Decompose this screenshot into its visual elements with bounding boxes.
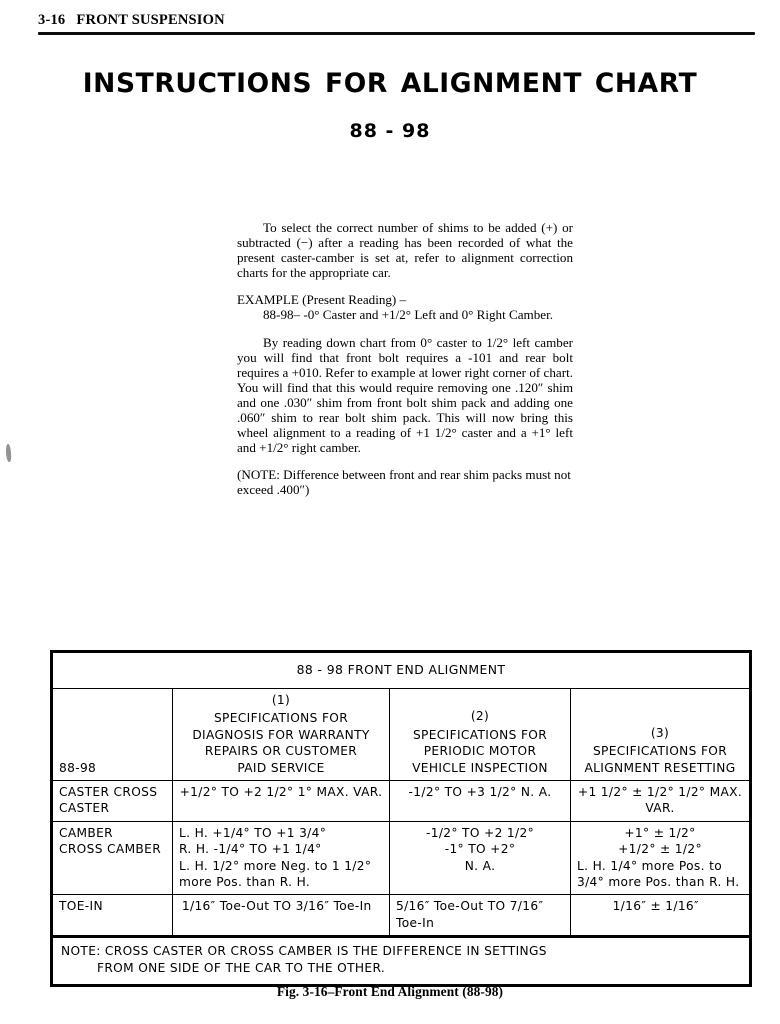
table-footnote-line-1: NOTE: CROSS CASTER OR CROSS CAMBER IS THE DIFFERENCE IN SETTINGS bbox=[61, 944, 547, 959]
table-corner-cell bbox=[53, 689, 173, 780]
toein-col3-line-1: 1/16″ ± 1/16″ bbox=[612, 899, 699, 914]
caster-col2-line-1: -1/2° TO +3 1/2° bbox=[408, 785, 517, 800]
toein-col1-spacer bbox=[376, 899, 380, 913]
column-title-1-line-2: DIAGNOSIS FOR WARRANTY bbox=[192, 727, 370, 742]
figure-caption: Fig. 3-16–Front End Alignment (88-98) bbox=[276, 984, 504, 999]
toein-col1-line-1: 1/16″ Toe-Out TO 3/16″ Toe-In bbox=[181, 899, 372, 914]
column-title-2-line-3: VEHICLE INSPECTION bbox=[412, 760, 548, 775]
column-header-2 bbox=[390, 689, 571, 780]
scan-artifact-smudge bbox=[5, 444, 12, 462]
paragraph-procedure: By reading down chart from 0° caster to 1/2° left camber you will find that front bolt requires a -101 and rear bolt requires a +010. Refer to example at lower right corner of chart. You will find that this would require removing one .120″ shim and one .030″ shim from front bolt shim pack and adding one .060″ shim to rear bolt shim pack. This will now bring this wheel alignment to a reading of +1 1/2° caster and a +1° left and +1/2° right camber. bbox=[237, 334, 573, 456]
caster-col3-line-1: +1 1/2° ± 1/2° bbox=[577, 785, 675, 800]
section-title: FRONT SUSPENSION bbox=[76, 12, 225, 28]
table-footnote bbox=[53, 935, 749, 984]
camber-col1-line-3: L. H. 1/2° more Neg. to 1 1/2° bbox=[179, 858, 372, 873]
column-title-1-line-4: PAID SERVICE bbox=[237, 760, 325, 775]
caster-col3-line-2: 1/2° MAX. VAR. bbox=[645, 785, 743, 816]
page-header bbox=[38, 12, 756, 35]
column-title-3-line-2: ALIGNMENT RESETTING bbox=[584, 760, 736, 775]
page-subtitle: 88 - 98 bbox=[349, 120, 431, 142]
table-row bbox=[53, 895, 749, 935]
toein-col2-line-2: 7/16″ Toe-In bbox=[396, 899, 544, 930]
camber-col2-line-3: N. A. bbox=[464, 858, 496, 873]
caster-col1 bbox=[173, 781, 390, 821]
example-label: EXAMPLE (Present Reading) – bbox=[237, 292, 407, 308]
column-header-3 bbox=[571, 689, 749, 780]
paragraph-example bbox=[237, 292, 573, 322]
camber-col3-line-3: L. H. 1/4° more Pos. to bbox=[577, 858, 723, 873]
camber-col1 bbox=[173, 822, 390, 895]
caster-col1-line-1: +1/2° TO +2 1/2° bbox=[179, 785, 294, 800]
row-label-line-1: TOE-IN bbox=[59, 899, 103, 914]
toein-col3-spacer bbox=[703, 899, 707, 913]
camber-col3-line-2: +1/2° ± 1/2° bbox=[618, 842, 702, 857]
camber-col3 bbox=[571, 822, 749, 895]
table-row bbox=[53, 781, 749, 822]
row-label-spacer bbox=[107, 899, 111, 913]
camber-col3-line-4: 3/4° more Pos. than R. H. bbox=[577, 875, 740, 890]
camber-col1-line-2: R. H. -1/4° TO +1 1/4° bbox=[179, 842, 322, 857]
row-label-caster bbox=[53, 781, 173, 821]
table-footnote-line-2: FROM ONE SIDE OF THE CAR TO THE OTHER. bbox=[97, 961, 386, 976]
camber-col2-line-2: -1° TO +2° bbox=[444, 842, 516, 857]
row-label-spacer bbox=[117, 826, 121, 840]
column-title-1-line-3: REPAIRS OR CUSTOMER bbox=[204, 744, 358, 759]
paragraph-intro: To select the correct number of shims to be added (+) or subtracted (−) after a reading has been recorded of what the present caster-camber is set at, refer to alignment correction charts for the appropriate car. bbox=[237, 220, 573, 281]
row-label-camber bbox=[53, 822, 173, 895]
column-number-2: (2) bbox=[470, 709, 490, 724]
toein-col2-line-1: 5/16″ Toe-Out TO bbox=[396, 899, 506, 914]
row-label-line-1: CASTER bbox=[59, 785, 110, 800]
toein-col2 bbox=[390, 895, 571, 935]
camber-col3-line-1: +1° ± 1/2° bbox=[624, 825, 696, 840]
column-title-3-line-1: SPECIFICATIONS FOR bbox=[592, 744, 728, 759]
camber-col1-line-1: L. H. +1/4° TO +1 3/4° bbox=[179, 825, 327, 840]
row-label-line-2: CROSS CASTER bbox=[59, 785, 158, 816]
caster-col3 bbox=[571, 781, 749, 821]
front-end-alignment-table bbox=[50, 650, 752, 987]
body-copy bbox=[237, 220, 573, 498]
camber-col2-line-1: -1/2° TO +2 1/2° bbox=[425, 825, 535, 840]
row-label-toe-in bbox=[53, 895, 173, 935]
row-label-line-2: CROSS CAMBER bbox=[59, 842, 162, 857]
running-head bbox=[38, 12, 756, 29]
paragraph-note: (NOTE: Difference between front and rear shim packs must not exceed .400″) bbox=[237, 467, 571, 498]
caster-col2 bbox=[390, 781, 571, 821]
corner-label: 88-98 bbox=[59, 760, 97, 775]
camber-col1-line-4: more Pos. than R. H. bbox=[179, 875, 311, 890]
toein-col3 bbox=[571, 895, 749, 935]
camber-col2 bbox=[390, 822, 571, 895]
column-title-2-line-1: SPECIFICATIONS FOR bbox=[412, 727, 548, 742]
column-number-3: (3) bbox=[650, 725, 670, 740]
table-banner: 88 - 98 FRONT END ALIGNMENT bbox=[53, 653, 749, 689]
toein-col1 bbox=[173, 895, 390, 935]
caster-col1-line-2: 1° MAX. VAR. bbox=[297, 785, 383, 800]
row-label-line-1: CAMBER bbox=[59, 825, 113, 840]
table-row bbox=[53, 822, 749, 896]
header-rule bbox=[38, 32, 755, 35]
column-title-2-line-2: PERIODIC MOTOR bbox=[423, 744, 537, 759]
page-number: 3-16 bbox=[38, 12, 66, 28]
example-text: 88-98– -0° Caster and +1/2° Left and 0° Right Camber. bbox=[263, 307, 554, 323]
caster-col2-line-2: N. A. bbox=[520, 785, 552, 800]
column-header-1 bbox=[173, 689, 390, 780]
page-title: INSTRUCTIONS FOR ALIGNMENT CHART bbox=[82, 68, 698, 99]
column-number-1: (1) bbox=[271, 693, 291, 707]
table-header-row bbox=[53, 689, 749, 781]
column-title-1-line-1: SPECIFICATIONS FOR bbox=[213, 711, 349, 726]
